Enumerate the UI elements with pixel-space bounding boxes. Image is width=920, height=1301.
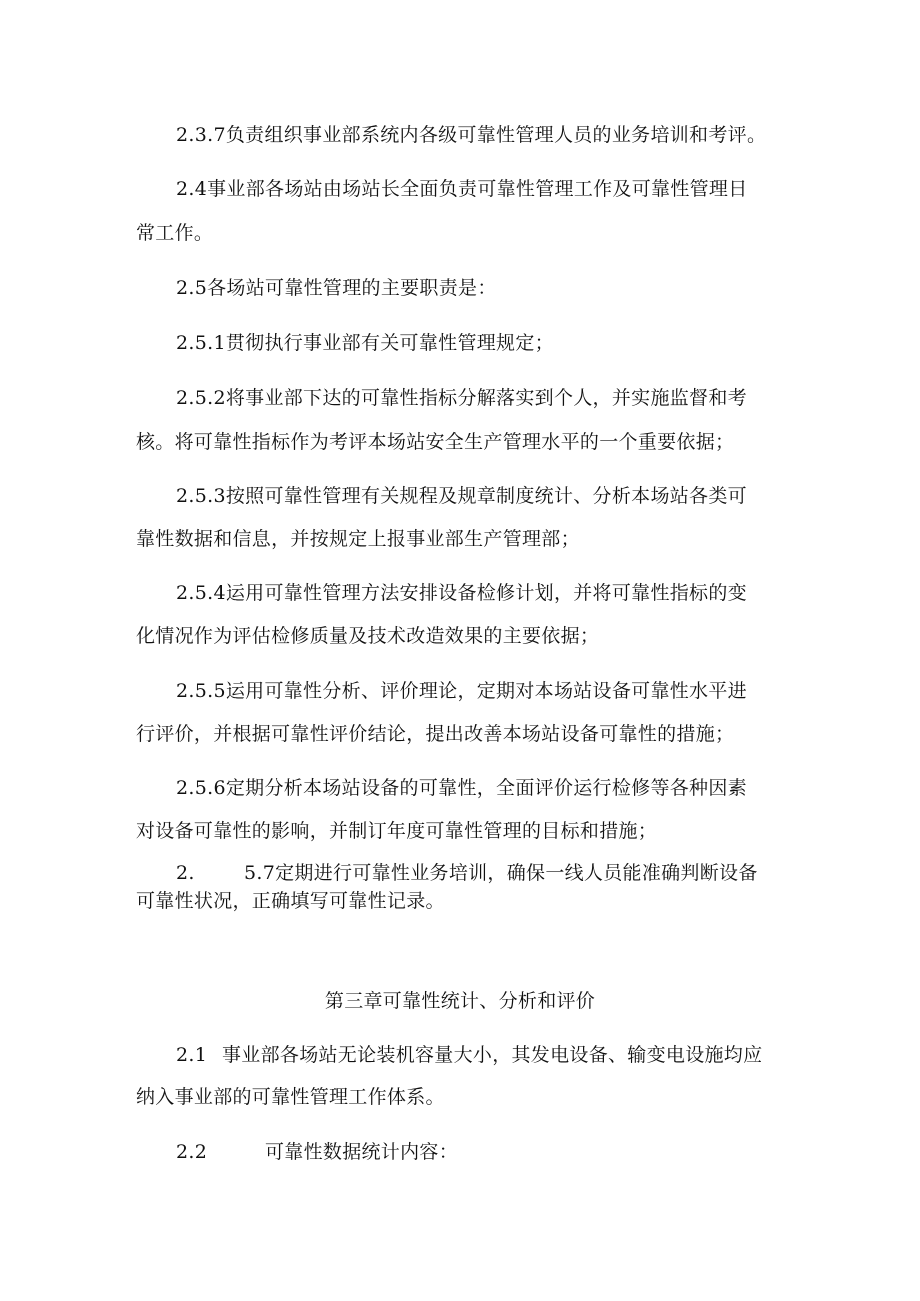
paragraph-text: 可靠性数据统计内容：: [265, 1141, 459, 1163]
paragraph-2-5-1: 2.5.1贯彻执行事业部有关可靠性管理规定；: [176, 332, 554, 354]
paragraph-2-5-2-line-1: 2.5.2将事业部下达的可靠性指标分解落实到个人，并实施监督和考: [176, 387, 747, 409]
paragraph-2-5-6-line-2: 对设备可靠性的影响，并制订年度可靠性管理的目标和措施；: [136, 820, 658, 842]
paragraph-3-2-2: [176, 1137, 458, 1164]
paragraph-number: 2.2: [176, 1141, 208, 1163]
paragraph-text: 事业部各场站无论装机容量大小，其发电设备、输变电设施均应: [222, 1044, 763, 1066]
paragraph-number: 2.1: [176, 1044, 208, 1066]
paragraph-2-5-5-line-1: 2.5.5运用可靠性分析、评价理论，定期对本场站设备可靠性水平进: [176, 680, 747, 702]
paragraph-text: 5.7定期进行可靠性业务培训，确保一线人员能准确判断设备: [244, 862, 758, 884]
paragraph-2-5-6-line-1: 2.5.6定期分析本场站设备的可靠性，全面评价运行检修等各种因素: [176, 777, 747, 799]
paragraph-2-4-line-2: 常工作。: [136, 222, 214, 244]
paragraph-2-5-4-line-2: 化情况作为评估检修质量及技术改造效果的主要依据；: [136, 625, 600, 647]
paragraph-2-5-5-line-2: 行评价，并根据可靠性评价结论，提出改善本场站设备可靠性的措施；: [136, 723, 735, 745]
paragraph-3-2-1-line-1: [176, 1040, 762, 1067]
paragraph-2-4-line-1: 2.4事业部各场站由场站长全面负责可靠性管理工作及可靠性管理日: [176, 178, 748, 200]
paragraph-2-5: 2.5各场站可靠性管理的主要职责是：: [176, 277, 497, 299]
paragraph-2-3-7: 2.3.7负责组织事业部系统内各级可靠性管理人员的业务培训和考评。: [176, 124, 767, 146]
paragraph-2-5-2-line-2: 核。将可靠性指标作为考评本场站安全生产管理水平的一个重要依据；: [136, 431, 735, 453]
paragraph-2-5-4-line-1: 2.5.4运用可靠性管理方法安排设备检修计划，并将可靠性指标的变: [176, 582, 747, 604]
paragraph-2-5-7-line-1: [176, 858, 758, 885]
chapter-title: 第三章可靠性统计、分析和评价: [324, 990, 596, 1012]
paragraph-2-5-7-line-2: 可靠性状况，正确填写可靠性记录。: [136, 890, 445, 912]
paragraph-number: 2.: [176, 862, 195, 884]
paragraph-3-2-1-line-2: 纳入事业部的可靠性管理工作体系。: [136, 1086, 445, 1108]
paragraph-2-5-3-line-1: 2.5.3按照可靠性管理有关规程及规章制度统计、分析本场站各类可: [176, 485, 747, 507]
paragraph-2-5-3-line-2: 靠性数据和信息，并按规定上报事业部生产管理部；: [136, 528, 580, 550]
